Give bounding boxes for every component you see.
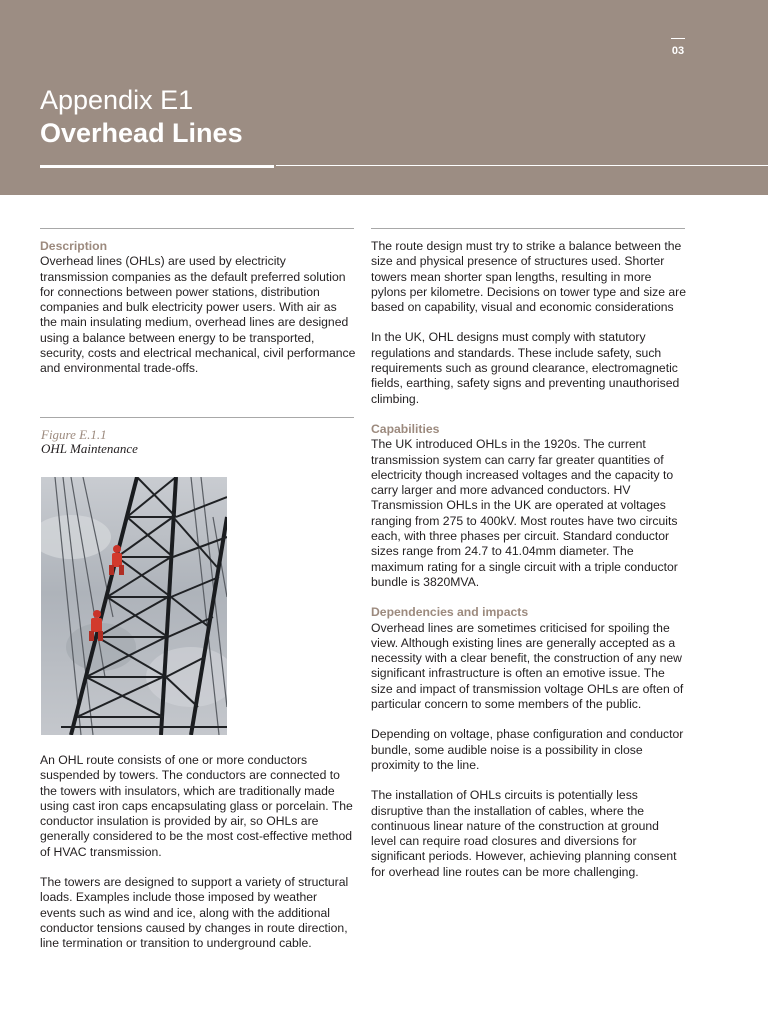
header-banner [0,0,768,195]
capabilities-heading: Capabilities [371,421,440,436]
installation-paragraph: The installation of OHLs circuits is potentially less disruptive than the installation of cables, where the continuous linear nature of the construction at ground level can require road closures and diversions for significant periods. However, achieving planning consent for overhead line routes can be more challenging. [371,788,677,879]
figure-rule [40,417,354,418]
figure-title: OHL Maintenance [41,441,138,456]
section-title: Overhead Lines [40,118,243,148]
page-number: 03 [671,45,685,57]
uk-regulations-paragraph: In the UK, OHL designs must comply with statutory regulations and standards. These include safety, such requirements such as ground clearance, electromagnetic fields, earthing, safety signs and preventing unauthorised climbing. [371,330,680,406]
page-number-rule [671,38,685,39]
title-underline [40,165,274,168]
route-design-paragraph: The route design must try to strike a balance between the size and physical presence of structures used. Shorter towers mean shorter span lengths, resulting in more pylons per kilometre. Decisions on tower type and size are based on capability, visual and economic considerations [371,239,686,315]
audible-noise-paragraph: Depending on voltage, phase configuration and conductor bundle, some audible noise is a possibility in close proximity to the line. [371,727,684,772]
dependencies-text: Overhead lines are sometimes criticised for spoiling the view. Although existing lines are generally accepted as a necessity with a clear benefit, the construction of any new significant infrastructure is often an emotive issue. The size and impact of transmission voltage OHLs are often of particular concern to some members of the public. [371,620,684,712]
title-divider [276,165,768,166]
right-column-body [371,239,687,880]
ohl-route-paragraph: An OHL route consists of one or more conductors suspended by towers. The conductors are connected to the towers with insulators, which are traditionally made using cast iron caps encapsulating glass or porcelain. The conductor insulation is provided by air, so OHLs are generally considered to be the most cost-effective method of HVAC transmission. [40,753,353,859]
description-text: Overhead lines (OHLs) are used by electricity transmission companies as the default preferred solution for connections between power stations, distribution companies and bulk electricity power users. With air as the main insulating medium, overhead lines are designed using a balance between energy to be transported, security, costs and electrical mechanical, civil performance and environmental trade-offs. [40,254,356,376]
dependencies-heading: Dependencies and impacts [371,605,529,620]
capabilities-text: The UK introduced OHLs in the 1920s. The current transmission system can carry far greater quantities of electricity though increased voltages and the capacity to carry larger and more advanced conductors. HV Transmission OHLs in the UK are operated at voltages ranging from 275 to 400kV. Most routes have two circuits each, with three phases per circuit. Standard conductor sizes range from 24.7 to 41.04mm diameter. The maximum rating for a single circuit with a triple conductor bundle is 3820MVA. [371,437,678,589]
figure-label: Figure E.1.1 [41,427,107,442]
left-column-rule [40,228,354,229]
description-heading: Description [40,239,108,253]
description-section [40,239,356,377]
towers-paragraph: The towers are designed to support a variety of structural loads. Examples include those imposed by weather events such as wind and ice, along with the additional conductor tensions caused by changes in route direction, line termination or transition to underground cable. [40,875,349,951]
left-column-body [40,753,356,952]
appendix-title: Appendix E1 [40,85,194,115]
ohl-maintenance-photo [41,477,227,735]
right-column-rule [371,228,685,229]
